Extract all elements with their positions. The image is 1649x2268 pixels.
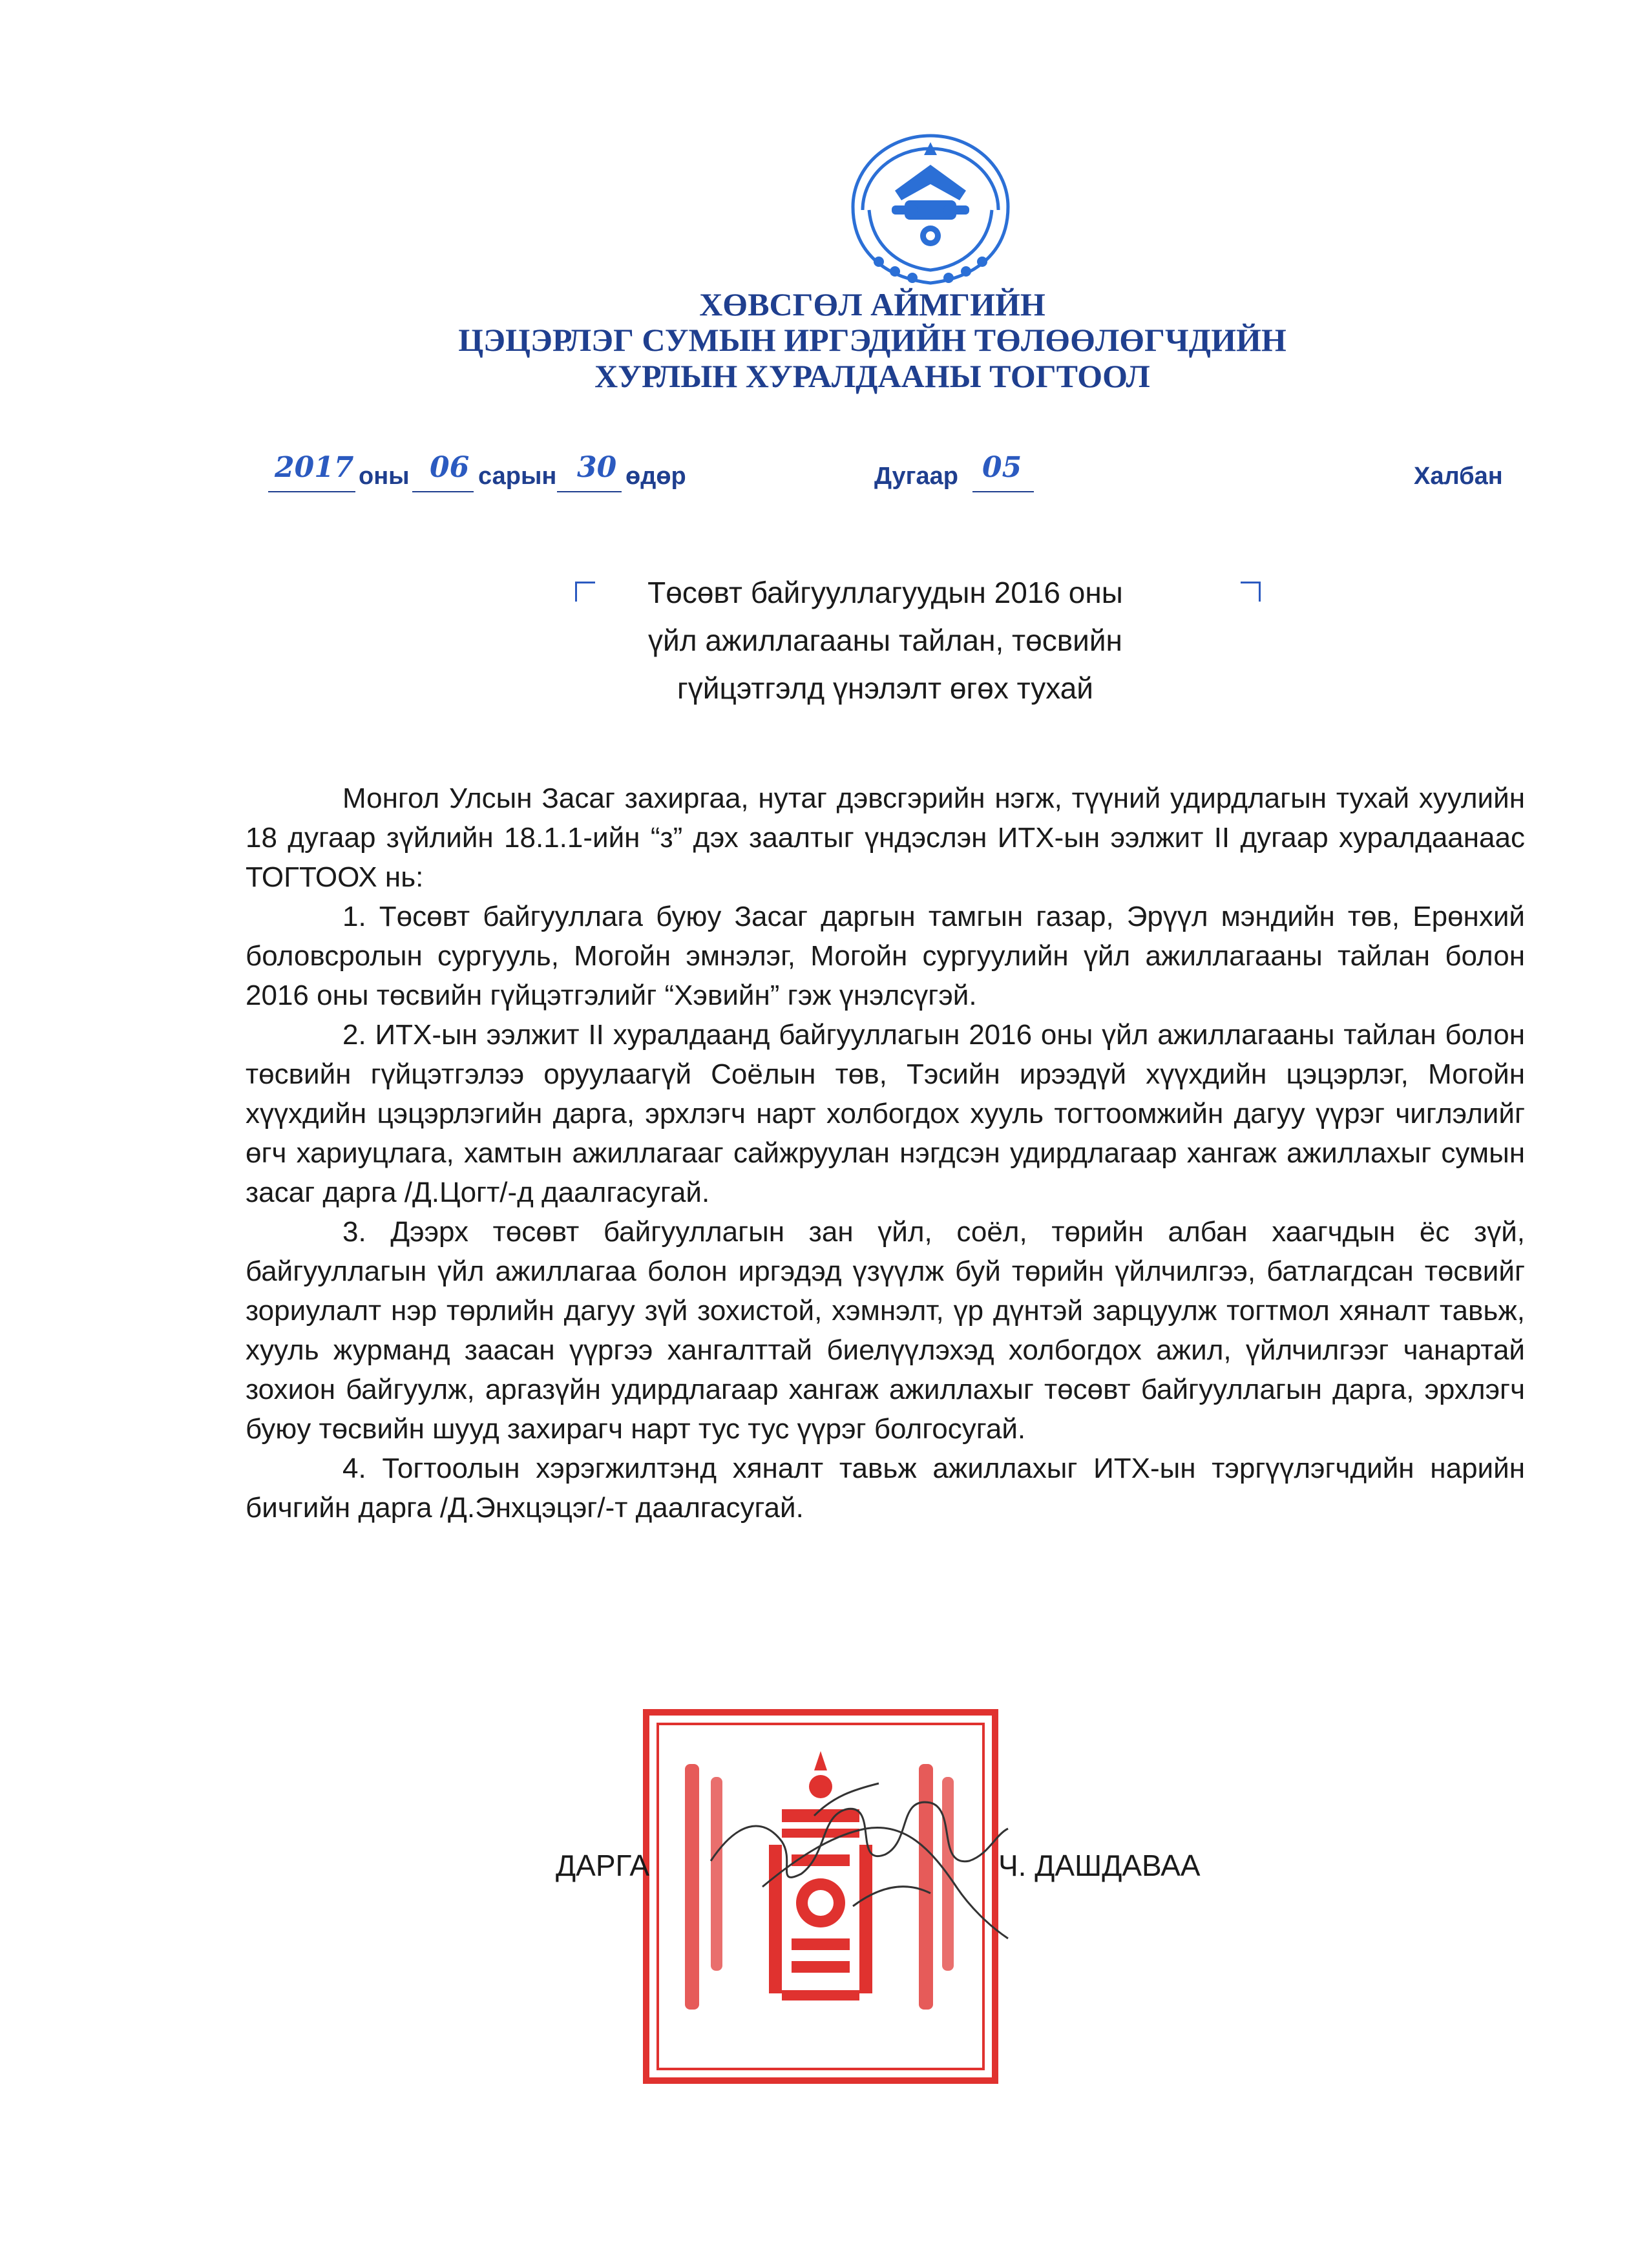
subject-line-2: үйл ажиллагааны тайлан, төсвийн — [648, 624, 1122, 657]
date-day-suffix: өдөр — [625, 463, 686, 490]
resolution-body — [246, 779, 1525, 1528]
preamble-paragraph: Монгол Улсын Засаг захиргаа, нутаг дэвсгэрийн нэгж, түүний удирдлагын тухай хуулийн 18 дугаар зүйлийн 18.1.1-ийн “з” дэх заалтыг үндэслэн ИТХ-ын ээлжит II дугаар хуралдаанаас ТОГТООХ нь: — [246, 782, 1525, 893]
number-blank — [972, 491, 1034, 492]
date-month: 06 — [430, 451, 470, 484]
year-blank — [268, 491, 355, 492]
resolution-item-2: 2. ИТХ-ын ээлжит II хуралдаанд байгууллагын 2016 оны үйл ажиллагааны тайлан болон төсвийн гүйцэтгэлээ оруулаагүй Соёлын төв, Тэсийн ирээдүй хүүхдийн цэцэрлэг, Могойн хүүхдийн цэцэрлэгийн дарга, эрхлэгч нарт холбогдох хууль тогтоомжийн дагуу үүрэг чиглэлийг өгч хариуцлага, хамтын ажиллагааг сайжруулан нэгдсэн удирдлагаар хангаж ажиллахыг сумын засаг дарга /Д.Цогт/-д даалгасугай. — [246, 1019, 1525, 1208]
subject-right-bracket — [1241, 582, 1261, 602]
place-name: Халбан — [1414, 463, 1503, 490]
month-blank — [412, 491, 474, 492]
day-blank — [557, 491, 622, 492]
document-type-title: ХУРЛЫН ХУРАЛДААНЫ ТОГТООЛ — [594, 358, 1150, 394]
issuer-line-2: ЦЭЦЭРЛЭГ СУМЫН ИРГЭДИЙН ТӨЛӨӨЛӨГЧДИЙН — [458, 322, 1287, 358]
resolution-item-3: 3. Дээрх төсөвт байгууллагын зан үйл, соёл, төрийн албан хаагчдын ёс зүй, байгууллагын үйл ажиллагаа болон иргэдэд үзүүлж буй төрийн үйлчилгээ, батлагдсан төсвийг зориулалт нэр төрлийн дагуу зүй зохистой, хэмнэлт, үр дүнтэй зарцуулж тогтмол хяналт тавьж, хууль журманд заасан үүргээ хангалттай биелүүлэхэд холбогдох ажил, үйлчилгээг чанартай зохион байгуулж, аргазүйн удирдлагаар хангаж ажиллахыг төсөвт байгууллагын дарга, эрхлэгч буюу төсвийн шууд захирагч нарт тус тус үүрэг болгосугай. — [246, 1216, 1525, 1445]
date-day: 30 — [577, 451, 617, 484]
resolution-item-4: 4. Тогтоолын хэрэгжилтэнд хяналт тавьж ажиллахыг ИТХ-ын тэргүүлэгчдийн нарийн бичгийн дарга /Д.Энхцэцэг/-т даалгасугай. — [246, 1453, 1525, 1524]
date-year: 2017 — [275, 451, 354, 484]
document-number: 05 — [982, 451, 1022, 484]
subject-line-1: Төсөвт байгууллагуудын 2016 оны — [647, 576, 1123, 609]
resolution-item-1: 1. Төсөвт байгууллага буюу Засаг даргын тамгын газар, Эрүүл мэндийн төв, Ерөнхий боловсролын сургууль, Могойн эмнэлэг, Могойн сургуулийн үйл ажиллагааны тайлан болон 2016 оны төсвийн гүйцэтгэлийг “Хэвийн” гэж үнэлсүгэй. — [246, 901, 1525, 1011]
subject-line-3: гүйцэтгэлд үнэлэлт өгөх тухай — [677, 671, 1093, 705]
state-emblem-icon — [834, 129, 1027, 291]
issuer-line-1: ХӨВСГӨЛ АЙМГИЙН — [699, 286, 1045, 322]
signatory-title: ДАРГА — [556, 1849, 650, 1882]
number-label: Дугаар — [874, 463, 958, 490]
signatory-name: Ч. ДАШДАВАА — [998, 1849, 1201, 1882]
date-year-suffix: оны — [359, 463, 410, 490]
dateline — [0, 451, 1649, 509]
subject-block — [582, 569, 1189, 712]
handwritten-signature-icon — [685, 1758, 1021, 1951]
date-month-suffix: сарын — [478, 463, 557, 490]
